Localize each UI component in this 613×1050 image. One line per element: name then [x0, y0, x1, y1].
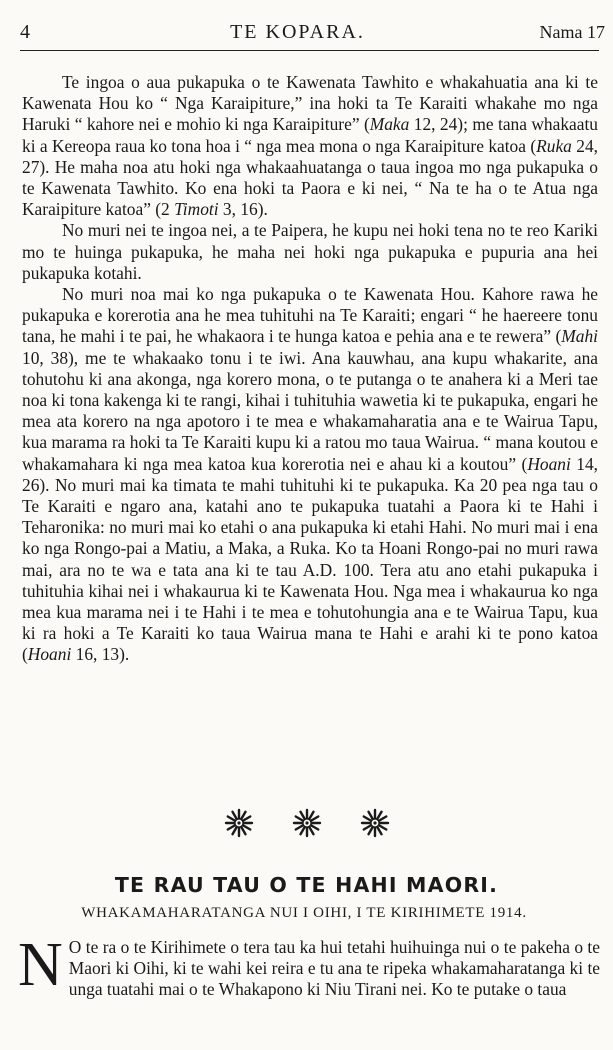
paragraph-2: No muri nei te ingoa nei, a te Paipera, he kupu nei hoki tena no te reo Kariki mo te huinga pukapuka, he maha nei hoki nga pukapuka e pupuria ana hei pukapuka kotahi. — [22, 220, 598, 283]
section-paragraph: O te ra o te Kirihimete o tera tau ka hui tetahi huihuinga nui o te pakeha o te Maori ki Oihi, ki te wahi kei reira e tu ana te ripeka whakamaharatanga ki te unga tuatahi mai o te Whakapono ki Niu Tirani nei. Ko te putake o taua — [68, 937, 600, 1000]
paragraph-3: No muri noa mai ko nga pukapuka o te Kawenata Hou. Kahore rawa he pukapuka e korerotia ana he mea tuhituhi na Te Karaiti; engari “ he haereere tonu tana, he mahi i te pai, he whakaora i te hunga katoa e pehia ana e te rewera” (Mahi 10, 38), me te whakaako tonu i te iwi. Ana kauwhau, ana kupu whakarite, ana tohutohu ki ana akonga, nga korero mona, o te putanga o te anahera ki a Meri tae noa ki tona kakenga ki te rangi, kihai i tuhituhia wawetia ki te pukapuka, engari he mea ata korero na nga apotoro i te mea e whakamaharatia ana e te Wairua Tapu, kua marama ra hoki ta Te Karaiti kupu ki a ratou mo taua Wairua. “ mana koutou e whakamahara ki nga mea katoa kua korerotia nei e ahau ki a koutou” (Hoani 14, 26). No muri mai ka timata te mahi tuhituhi ki te pukapuka. Ka 20 pea nga tau o Te Karaiti e ngaro ana, katahi ano te pukapuka tuatahi a Paora ki te Hahi i Teharonika: no muri mai ko etahi o ana pukapuka ki etahi Hahi. No muri mai i ena ko nga Rongo-pai a Matiu, a Maka, a Ruka. Ko ta Hoani Rongo-pai no muri rawa mai, ara no te wa e tata ana ki te tau A.D. 100. Tera atu ano etahi pukapuka i tuhituhia kihai nei i whakaurua ki te Kawenata Hou. Nga mea i whakaurua ko nga mea kua marama nei i te Hahi i te mea e tohutohungia ana e te Wairua Tapu, kua ki ra hoki a Te Karaiti ko taua Wairua mana te Hahi e arahi ki te pono katoa (Hoani 16, 13). — [22, 284, 598, 665]
drop-cap: N — [18, 931, 63, 999]
reference-timoti: Timoti — [174, 199, 219, 220]
section-text — [18, 931, 600, 1001]
running-title: TE KOPARA. — [230, 20, 365, 43]
page-header — [20, 18, 605, 46]
article-body — [22, 72, 598, 666]
issue-number: Nama 17 — [539, 21, 605, 42]
section-title: TE RAU TAU O TE HAHI MAORI. — [114, 873, 499, 897]
flower-ornament-icon — [360, 808, 390, 838]
reference-hoani-1: Hoani — [527, 453, 571, 474]
reference-hoani-2: Hoani — [27, 644, 72, 665]
flower-ornament-icon — [292, 808, 322, 838]
header-rule — [20, 50, 599, 51]
reference-ruka: Ruka — [536, 135, 572, 156]
ornament-row — [0, 808, 613, 838]
reference-maka: Maka — [369, 114, 410, 135]
page-number: 4 — [20, 20, 30, 43]
paragraph-1: Te ingoa o aua pukapuka o te Kawenata Tawhito e whakahuatia ana ki te Kawenata Hou ko “ Nga Karaipiture,” ina hoki ta Te Karaiti whakahe mo nga Haruki “ kahore nei e mohio ki nga Karaipiture” (Maka 12, 24); me tana whakaatu ki a Kereopa raua ko tona hoa i “ nga mea mona o nga Karaipiture katoa (Ruka 24, 27). He maha noa atu hoki nga whakaahuatanga o taua ingoa mo nga pukapuka o te Kawenata Tawhito. Ko ena hoki ta Paora e ki nei, “ Na te ha o te Atua nga Karaipiture katoa” (2 Timoti 3, 16). — [22, 72, 598, 220]
reference-mahi: Mahi — [561, 326, 598, 347]
section-subtitle: WHAKAMAHARATANGA NUI I OIHI, I TE KIRIHIMETE 1914. — [81, 905, 527, 921]
flower-ornament-icon — [224, 808, 254, 838]
